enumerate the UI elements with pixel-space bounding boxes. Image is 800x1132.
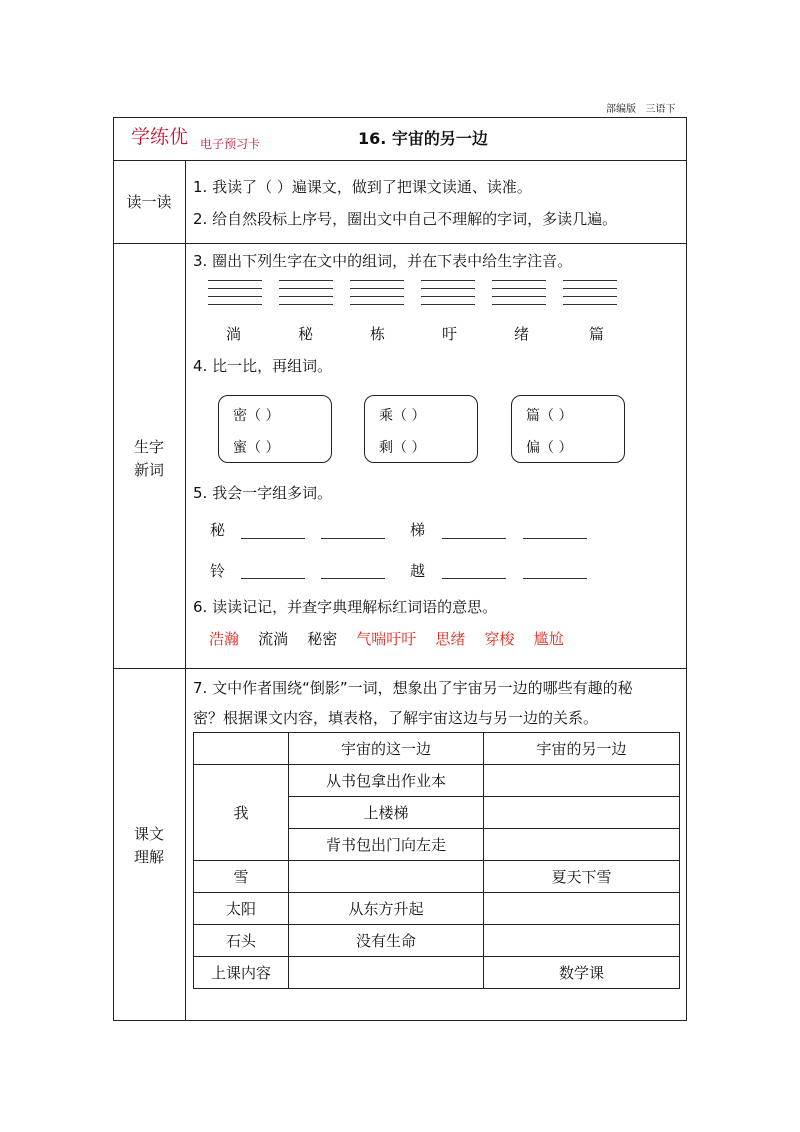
brand-subtitle: 电子预习卡 [200, 137, 261, 151]
question-1: 1. 我读了（ ）遍课文，做到了把课文读通、读准。 [193, 178, 532, 196]
compare-box [218, 395, 332, 463]
row-label: 太阳 [194, 893, 289, 925]
table-row [194, 893, 680, 925]
other-side-cell: 夏天下雪 [484, 861, 680, 893]
compare-word: 偏（ ） [526, 440, 573, 456]
multi-word-char: 秘 [210, 521, 226, 539]
vocab-list [209, 630, 564, 648]
this-side-cell: 上楼梯 [289, 797, 484, 829]
pinyin-char: 绪 [514, 325, 530, 343]
answer-blank[interactable] [442, 578, 506, 579]
compare-word: 蜜（ ） [233, 440, 280, 456]
pinyin-char: 淌 [226, 325, 242, 343]
multi-word-char: 梯 [410, 521, 426, 539]
table-row [194, 765, 680, 797]
vocab-word: 浩瀚 [209, 630, 240, 648]
row-label: 雪 [194, 861, 289, 893]
brand-logo: 学练优 [131, 126, 189, 148]
vocab-word: 流淌 [258, 630, 289, 648]
compare-word: 剩（ ） [379, 440, 426, 456]
table-row [194, 957, 680, 989]
vocab-word: 穿梭 [484, 630, 515, 648]
question-6: 6. 读读记记，并查字典理解标红词语的意思。 [193, 598, 498, 616]
compare-box [511, 395, 625, 463]
grade-label: 三语下 [645, 104, 676, 115]
lesson-title: 16. 宇宙的另一边 [358, 129, 488, 148]
question-4: 4. 比一比，再组词。 [193, 357, 333, 375]
table-row [194, 925, 680, 957]
answer-blank[interactable] [321, 538, 385, 539]
divider [113, 243, 687, 244]
this-side-cell[interactable] [289, 861, 484, 893]
other-side-cell[interactable] [484, 893, 680, 925]
table-row [194, 861, 680, 893]
question-7-line-2: 密？根据课文内容，填表格，了解宇宙这边与另一边的关系。 [193, 709, 599, 727]
compare-box [364, 395, 478, 463]
table-header-cell: 宇宙的另一边 [484, 733, 680, 765]
answer-blank[interactable] [321, 578, 385, 579]
this-side-cell[interactable] [289, 957, 484, 989]
compare-word: 密（ ） [233, 408, 280, 424]
section-understand-1: 课文 [133, 825, 164, 843]
row-label: 上课内容 [194, 957, 289, 989]
answer-blank[interactable] [241, 578, 305, 579]
table-header-cell [194, 733, 289, 765]
section-understand-2: 理解 [133, 848, 164, 866]
answer-blank[interactable] [523, 578, 587, 579]
section-read: 读一读 [126, 193, 172, 211]
section-new-words-1: 生字 [133, 438, 164, 456]
pinyin-char: 栋 [370, 325, 386, 343]
vocab-word: 气喘吁吁 [356, 630, 417, 648]
vocab-word: 秘密 [307, 630, 338, 648]
other-side-cell[interactable] [484, 797, 680, 829]
vocab-word: 思绪 [435, 630, 466, 648]
pinyin-char: 秘 [298, 325, 314, 343]
table-header-cell: 宇宙的这一边 [289, 733, 484, 765]
multi-word-char: 越 [410, 562, 426, 580]
row-label: 石头 [194, 925, 289, 957]
question-2: 2. 给自然段标上序号，圈出文中自己不理解的字词，多读几遍。 [193, 210, 618, 228]
answer-blank[interactable] [523, 538, 587, 539]
other-side-cell: 数学课 [484, 957, 680, 989]
vocab-word: 尴尬 [533, 630, 564, 648]
pinyin-char: 吁 [442, 325, 458, 343]
divider [113, 668, 687, 669]
multi-word-char: 铃 [210, 562, 226, 580]
compare-word: 篇（ ） [526, 408, 573, 424]
row-label: 我 [194, 765, 289, 861]
other-side-cell[interactable] [484, 765, 680, 797]
this-side-cell: 从书包拿出作业本 [289, 765, 484, 797]
edition-label: 部编版 [606, 104, 636, 115]
table-header-row [194, 733, 680, 765]
question-7-line-1: 7. 文中作者围绕“倒影”一词，想象出了宇宙另一边的哪些有趣的秘 [193, 679, 633, 697]
this-side-cell: 没有生命 [289, 925, 484, 957]
section-new-words-2: 新词 [133, 461, 164, 479]
answer-blank[interactable] [442, 538, 506, 539]
other-side-cell[interactable] [484, 925, 680, 957]
question-3: 3. 圈出下列生字在文中的组词，并在下表中给生字注音。 [193, 252, 573, 270]
answer-blank[interactable] [241, 538, 305, 539]
question-5: 5. 我会一字组多词。 [193, 484, 333, 502]
compare-word: 乘（ ） [379, 408, 426, 424]
this-side-cell: 从东方升起 [289, 893, 484, 925]
this-side-cell: 背书包出门向左走 [289, 829, 484, 861]
comparison-table [193, 732, 680, 989]
column-divider [185, 160, 186, 1021]
other-side-cell[interactable] [484, 829, 680, 861]
divider [113, 160, 687, 161]
pinyin-char: 篇 [589, 325, 605, 343]
